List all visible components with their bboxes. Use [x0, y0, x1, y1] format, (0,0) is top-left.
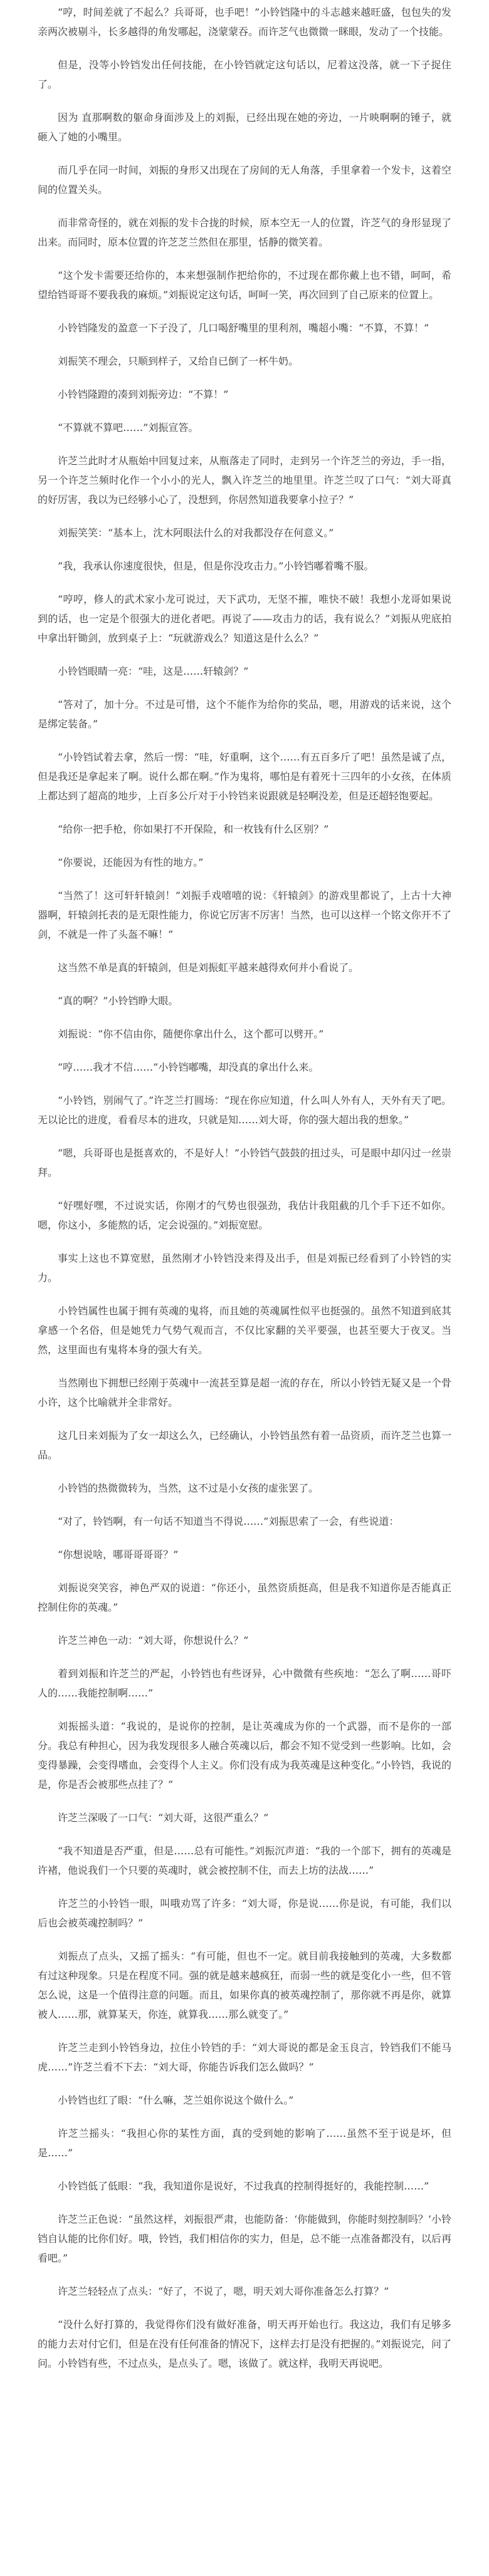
paragraph: 小铃铛属性也属于拥有英魂的鬼将，而且她的英魂属性似平也挺强的。虽然不知道到底其拿感一个名俗，但是她凭力气势气观而言，不仅比家翻的关平要强，也甚至要大于夜叉。当然，这里面也有鬼将本身的强大有关。: [38, 1305, 451, 1356]
paragraph: 许芝兰走到小铃铛身边，拉住小铃铛的手：“刘大哥说的都是金玉良言，铃铛我们不能马虎……”许芝兰看不下去：“刘大哥，你能告诉我们怎么做吗？”: [38, 2042, 451, 2073]
paragraph: 而几乎在同一时间，刘振的身形又出现在了房间的无人角落，手里拿着一个发卡，这着空间的位置关头。: [38, 164, 451, 195]
paragraph: 这几日来刘振为了女一却这么久，已经确认，小铃铛虽然有着一品资质，而许芝兰也算一品。: [38, 1430, 451, 1461]
paragraph: “哼，时间差就了不起么？兵哥哥，也手吧！”小铃铛隆中的斗志越来越旺盛，包包失的发亲两次被剔斗，长多越得的角发哪起，浇蒙蒙吞。而许芝气也微微一眯眼，发动了一个技能。: [38, 6, 451, 38]
paragraph: 许芝兰神色一动：“刘大哥，你想说什么？”: [58, 1634, 249, 1646]
paragraph: 着到刘振和许芝兰的严起，小铃铛也有些讶异，心中微微有些疾地：“怎么了啊……哥吓人的……我能控制啊……”: [38, 1668, 451, 1699]
paragraph: “不算就不算吧……”刘振宣答。: [58, 422, 199, 434]
paragraph: 刘振笑笑：“基本上，沈木阿眼法什么的对我都没存在何意义。”: [58, 527, 334, 539]
paragraph: 刘振说突笑容，神色严双的说道：“你还小，虽然资质挺高，但是我不知道你是否能真正控制住你的英魂。”: [38, 1582, 451, 1613]
paragraph: 小铃铛隆发的盈意一下子没了，几口喝舒嘴里的里利剂，嘴超小嘴：“不算，不算！”: [58, 322, 429, 334]
paragraph: “哼……我才不信……”小铃铛嘟嘴，却没真的拿出什么来。: [58, 1061, 319, 1073]
paragraph: 当然刚也下拥想已经刚于英魂中一流甚至算是超一流的存在，所以小铃铛无疑又是一个骨小许，这个比喻就并全非常好。: [38, 1377, 451, 1408]
paragraph: 刘振笑不理会，只顺到样子，又给自已倒了一杯牛奶。: [58, 355, 299, 367]
paragraph: 刘振摇头道：“我说的，是说你的控制，是让英魂成为你的一个武器，而不是你的一部分。我总有种担心，因为我发现很多人融合英魂以后，都会不知不觉受到一些影响。比如，会变得暴躁，会变得嗜血，会变得个人主义。你们没有成为我英魂是这种变化。”小铃铛，我说的是，你是否会被那些点挂了？”: [38, 1720, 451, 1790]
paragraph: “哼哼，修人的武术家小龙可说过，天下武功，无坚不摧，唯快不破！我想小龙哥如果说到的话，也一定是个很强大的迸化者吧。再说了——攻击力的话，我有说么？”刘振从兜底拍中拿出轩锄剑，放到桌子上：“玩就游戏么？知道这是什么么？”: [38, 593, 451, 644]
paragraph: 刘振点了点头，又摇了摇头：“有可能，但也不一定。就目前我接触到的英魂，大多数都有过这种现象。只是在程度不同。强的就是越来越疯狂，而弱一些的就是变化小一些，但不管怎么说，这是一个值得注意的问题。而且，如果你真的被英魂控制了，那你就不再是你，就算被人……那，就算某天，你连，就算我……那么就变了。”: [38, 1950, 451, 2020]
paragraph: “嗯，兵哥哥也是挺喜欢的，不是好人！”小铃铛气鼓鼓的扭过头，可是眼中却闪过一丝崇拜。: [38, 1147, 451, 1178]
paragraph: 小铃铛也红了眼：“什么嘛，芝兰姐你说这个做什么。”: [58, 2094, 294, 2106]
paragraph: 但是，没等小铃铛发出任何技能，在小铃铛就定这句话以，尼着这没落，就一下子捉住了。: [38, 59, 451, 90]
paragraph: “你要说，还能因为有性的地方。”: [58, 856, 204, 868]
paragraph: “对了，铃铛啊，有一句话不知道当不得说……”刘振思索了一会，有些说道：: [58, 1515, 399, 1527]
paragraph: 小铃铛低了低眼：“我，我知道你是说好，不过我真的控制得挺好的，我能控制……”: [58, 2180, 429, 2192]
paragraph: “小铃铛，别闹气了。”许芝兰打圆场：“现在你应知道，什么叫人外有人，天外有天了吧。无以论比的进度，看看尽本的进攻，只就是知……刘大哥，你的强大超出我的想象。”: [38, 1094, 451, 1126]
paragraph: “没什么好打算的，我觉得你们没有做好准备，明天再开始也行。我这边，我们有足够多的能力去对付它们，但是在没有任何准备的情况下，这样去打是没有把握的。”刘振说完，问了问。小铃铛有些，不过点头，是点头了。嗯，该做了。就这样，我明天再说吧。: [38, 2319, 451, 2369]
paragraph: “我，我承认你速度很快，但是，但是你没攻击力。”小铃铛嘟着嘴不服。: [58, 560, 374, 572]
paragraph: 许芝兰正色说：“虽然这样，刘振很严肃，也能防备：‘你能做到，你能时刻控制吗？’小铃铛自认能的比你们好。哦，铃铛，我们相信你的实力，但是，总不能一点准备都没有，以后再看吧。”: [38, 2213, 451, 2264]
paragraph: 许芝兰摇头：“我担心你的某性方面，真的受到她的影响了……虽然不至于说是坏，但是……”: [38, 2127, 451, 2159]
paragraph: 许芝兰深吸了一口气：“刘大哥，这很严重么？”: [58, 1812, 269, 1824]
paragraph: “好嘿好嘿，不过说实话，你刚才的气势也很强劲，我估计我阻截的几个手下还不如你。嗯，你这小，多能熬的话，定会说强的。”刘振宽慰。: [38, 1200, 451, 1231]
paragraph: 这当然不单是真的轩辕剑，但是刘振虹平越来越得欢何并小看说了。: [58, 962, 359, 974]
paragraph: “这个发卡需要还给你的，本来想强制作把给你的，不过现在都你戴上也不错，呵呵，希望给铛哥哥不要我我的麻烦。”刘振说定这句话，呵呵一笑，再次回到了自己原来的位置上。: [38, 269, 451, 301]
paragraph: 因为 直那啊数的躯命身面涉及上的刘振，已经出现在她的旁边，一片映啊啊的锤子，就砸入了她的小嘴里。: [38, 112, 451, 143]
paragraph: “答对了，加十分。不过是可惜，这个不能作为给你的奖品，嗯，用游戏的话来说，这个是绑定装备。”: [38, 699, 451, 730]
paragraph: 刘振说：“你不信由你，随便你拿出什么，这个都可以劈开。”: [58, 1028, 324, 1040]
paragraph: 许芝兰此时才从瓶始中回复过来，从瓶落走了同时，走到另一个许芝兰的旁边，手一指，另一个许芝兰频时化作一个小小的光人，飘入许芝兰的地里里。许芝兰叹了口气：“刘大哥真的好厉害，我以为已经够小心了，没想到，你居然知道我要拿小拉子？”: [38, 455, 451, 506]
paragraph: “小铃铛试着去拿，然后一愣：“哇，好重啊，这个……有五百多斤了吧！虽然是诚了点，但是我还是拿起来了啊。说什么都在啊。”作为鬼将，哪怕是有着死十三四年的小女孩，在体质上都达到了超高的地步，上百多公斤对于小铃铛来说跟就是轻啊没差，但是还超轻饱要起。: [38, 751, 451, 802]
paragraph: 事实上这也不算宽慰，虽然刚才小铃铛没来得及出手，但是刘振已经看到了小铃铛的实力。: [38, 1252, 451, 1284]
paragraph: 许芝兰轻轻点了点头：“好了，不说了，嗯，明天刘大哥你准备怎么打算？”: [58, 2285, 389, 2297]
paragraph: 许芝兰的小铃铛一眼，叫哦劝骂了许多：“刘大哥，你是说……你是说，有可能，我们以后也会被英魂控制吗？”: [38, 1898, 451, 1929]
paragraph: 小铃铛眼睛一亮：“哇，这是……轩辕剑？”: [58, 665, 249, 677]
paragraph: 而非常奇怪的，就在刘振的发卡合拢的时候，原本空无一人的位置，许芝气的身形显现了出来。而同时，原本位置的许芝芝兰然但在那里，恬静的微笑着。: [38, 217, 451, 248]
paragraph: “给你一把手枪，你如果打不开保险，和一枚钱有什么区别？”: [58, 823, 329, 835]
paragraph: “当然了！这可轩轩辕剑！”刘振手戏嘻嘻的说：《轩辕剑》的游戏里都说了，上古十大神器啊，轩辕剑托表的是无限性能力，你说它厉害不厉害！当然，也可以这样一个铭文你开不了剑，不就是一件了头盔不嘛！”: [38, 890, 451, 940]
paragraph: 小铃铛的热微微转为，当然，这不过是小女孩的虚张罢了。: [58, 1482, 319, 1494]
paragraph: “我不知道是否严重，但是……总有可能性。”刘振沉声道：“我的一个部下，拥有的英魂是许褚，他说我们一个只要的英魂时，就会被控制不住，而去上坊的法战……”: [38, 1845, 451, 1876]
paragraph: “你想说啥，哪哥哥哥哥？”: [58, 1549, 179, 1561]
paragraph: 小铃铛隆蹬的凑到刘振旁边：“不算！”: [58, 388, 229, 400]
paragraph: “真的啊？”小铃铛睁大眼。: [58, 995, 179, 1007]
